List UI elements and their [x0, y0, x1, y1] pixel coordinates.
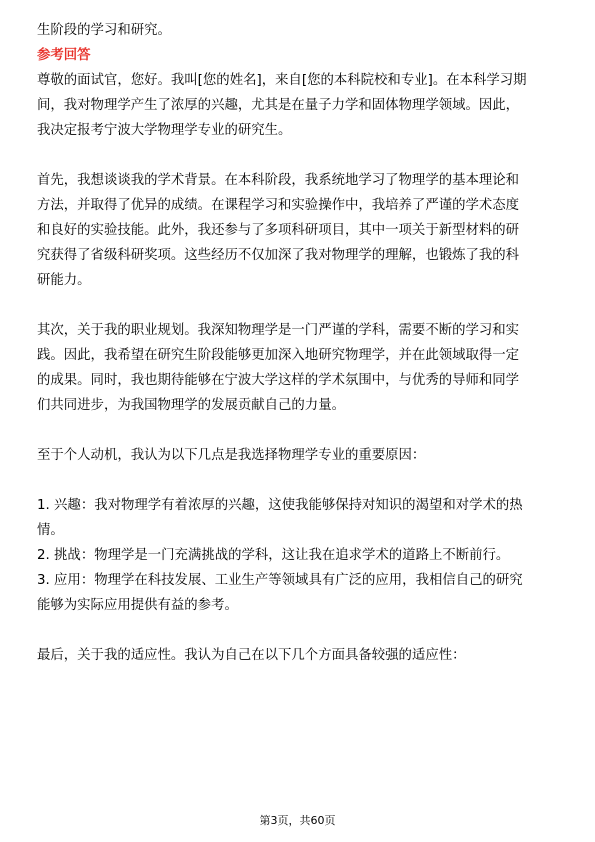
paragraph-career-plan: [37, 318, 559, 418]
text-line: 首先，我想谈谈我的学术背景。在本科阶段，我系统地学习了物理学的基本理论和: [37, 173, 520, 188]
paragraph-gap: [37, 418, 559, 443]
paragraph-gap: [37, 293, 559, 318]
section-heading: 参考回答: [37, 48, 91, 63]
text-line: 研能力。: [37, 273, 91, 288]
text-line: 我决定报考宁波大学物理学专业的研究生。: [37, 123, 292, 138]
text-line: 们共同进步，为我国物理学的发展贡献自己的力量。: [37, 398, 345, 413]
paragraph-motivation-intro: [37, 443, 559, 468]
paragraph-academic-background: [37, 168, 559, 293]
text-line: 究获得了省级科研奖项。这些经历不仅加深了我对物理学的理解，也锻炼了我的科: [37, 248, 520, 263]
text-line: 和良好的实验技能。此外，我还参与了多项科研项目，其中一项关于新型材料的研: [37, 223, 520, 238]
paragraph-gap: [37, 468, 559, 493]
page-number: 第3页，共60页: [259, 814, 336, 827]
paragraph-gap: [37, 143, 559, 168]
list-item: 情。: [37, 523, 64, 538]
text-line: 最后，关于我的适应性。我认为自己在以下几个方面具备较强的适应性：: [37, 648, 466, 663]
paragraph-adaptability: [37, 643, 559, 668]
paragraph-greeting: [37, 68, 559, 143]
list-item: 能够为实际应用提供有益的参考。: [37, 598, 238, 613]
text-line: 至于个人动机，我认为以下几点是我选择物理学专业的重要原因：: [37, 448, 426, 463]
text-line: 方法，并取得了优异的成绩。在课程学习和实验操作中，我培养了严谨的学术态度: [37, 198, 520, 213]
page-content: [37, 18, 559, 668]
list-item: 3. 应用：物理学在科技发展、工业生产等领域具有广泛的应用，我相信自己的研究: [37, 573, 523, 588]
motivation-list: [37, 493, 559, 618]
text-line: 其次，关于我的职业规划。我深知物理学是一门严谨的学科，需要不断的学习和实: [37, 323, 520, 338]
list-item: 2. 挑战：物理学是一门充满挑战的学科，这让我在追求学术的道路上不断前行。: [37, 548, 510, 563]
text-line: 尊敬的面试官，您好。我叫[您的姓名]，来自[您的本科院校和专业]。在本科学习期: [37, 73, 527, 88]
list-item: 1. 兴趣：我对物理学有着浓厚的兴趣，这使我能够保持对知识的渴望和对学术的热: [37, 498, 523, 513]
text-line: 间，我对物理学产生了浓厚的兴趣，尤其是在量子力学和固体物理学领域。因此，: [37, 98, 520, 113]
text-line: 的成果。同时，我也期待能够在宁波大学这样的学术氛围中，与优秀的导师和同学: [37, 373, 520, 388]
text-line: 践。因此，我希望在研究生阶段能够更加深入地研究物理学，并在此领域取得一定: [37, 348, 520, 363]
paragraph-gap: [37, 618, 559, 643]
intro-tail-line: 生阶段的学习和研究。: [37, 23, 171, 38]
